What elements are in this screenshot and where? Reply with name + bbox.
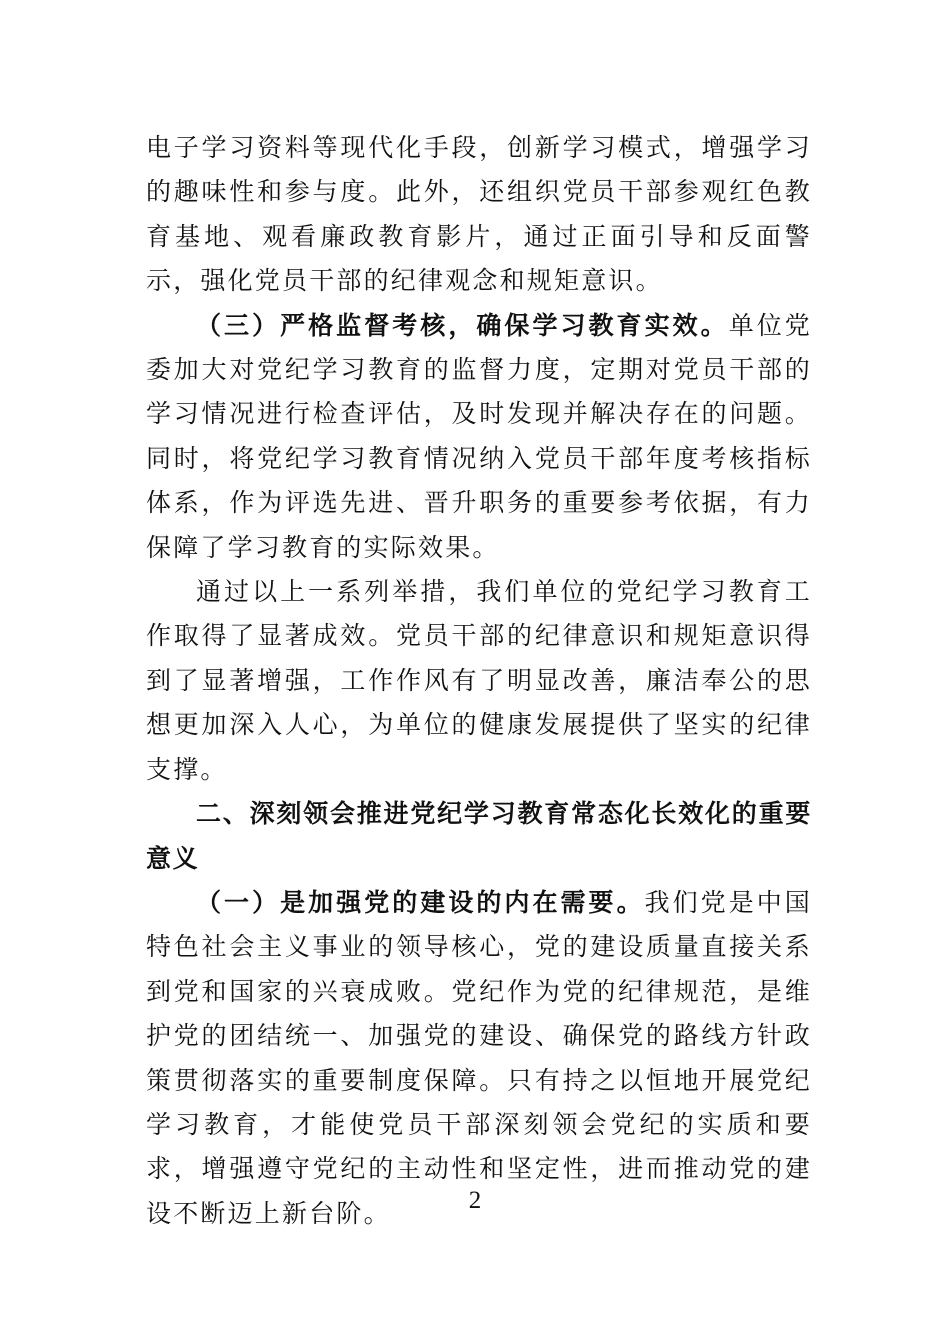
paragraph-summary [146,570,812,792]
page-number: 2 [468,1187,482,1214]
paragraph-text: 我们党是中国特色社会主义事业的领导核心，党的建设质量直接关系到党和国家的兴衰成败。党纪作为党的纪律规范，是维护党的团结统一、加强党的建设、确保党的路线方针政策贯彻落实的重要制度保障。只有持之以恒地开展党纪学习教育，才能使党员干部深刻领会党纪的实质和要求，增强遵守党纪的主动性和坚定性，进而推动党的建设不断迈上新台阶。 [146,887,812,1228]
paragraph-text: 通过以上一系列举措，我们单位的党纪学习教育工作取得了显著成效。党员干部的纪律意识和规矩意识得到了显著增强，工作作风有了明显改善，廉洁奉公的思想更加深入人心，为单位的健康发展提供了坚实的纪律支撑。 [146,577,812,784]
paragraph-text: 单位党委加大对党纪学习教育的监督力度，定期对党员干部的学习情况进行检查评估，及时发现并解决存在的问题。同时，将党纪学习教育情况纳入党员干部年度考核指标体系，作为评选先进、晋升职务的重要参考依据，有力保障了学习教育的实际效果。 [146,310,812,562]
paragraph-lead: （一）是加强党的建设的内在需要。 [196,887,645,917]
paragraph-subsection-one [146,881,812,1236]
document-body [146,126,812,1236]
paragraph-continuation [146,126,812,304]
paragraph-lead: （三）严格监督考核，确保学习教育实效。 [196,310,729,340]
paragraph-section-three [146,304,812,570]
paragraph-text: 电子学习资料等现代化手段，创新学习模式，增强学习的趣味性和参与度。此外，还组织党员干部参观红色教育基地、观看廉政教育影片，通过正面引导和反面警示，强化党员干部的纪律观念和规矩意识。 [146,133,812,296]
section-heading: 二、深刻领会推进党纪学习教育常态化长效化的重要意义 [146,799,812,873]
